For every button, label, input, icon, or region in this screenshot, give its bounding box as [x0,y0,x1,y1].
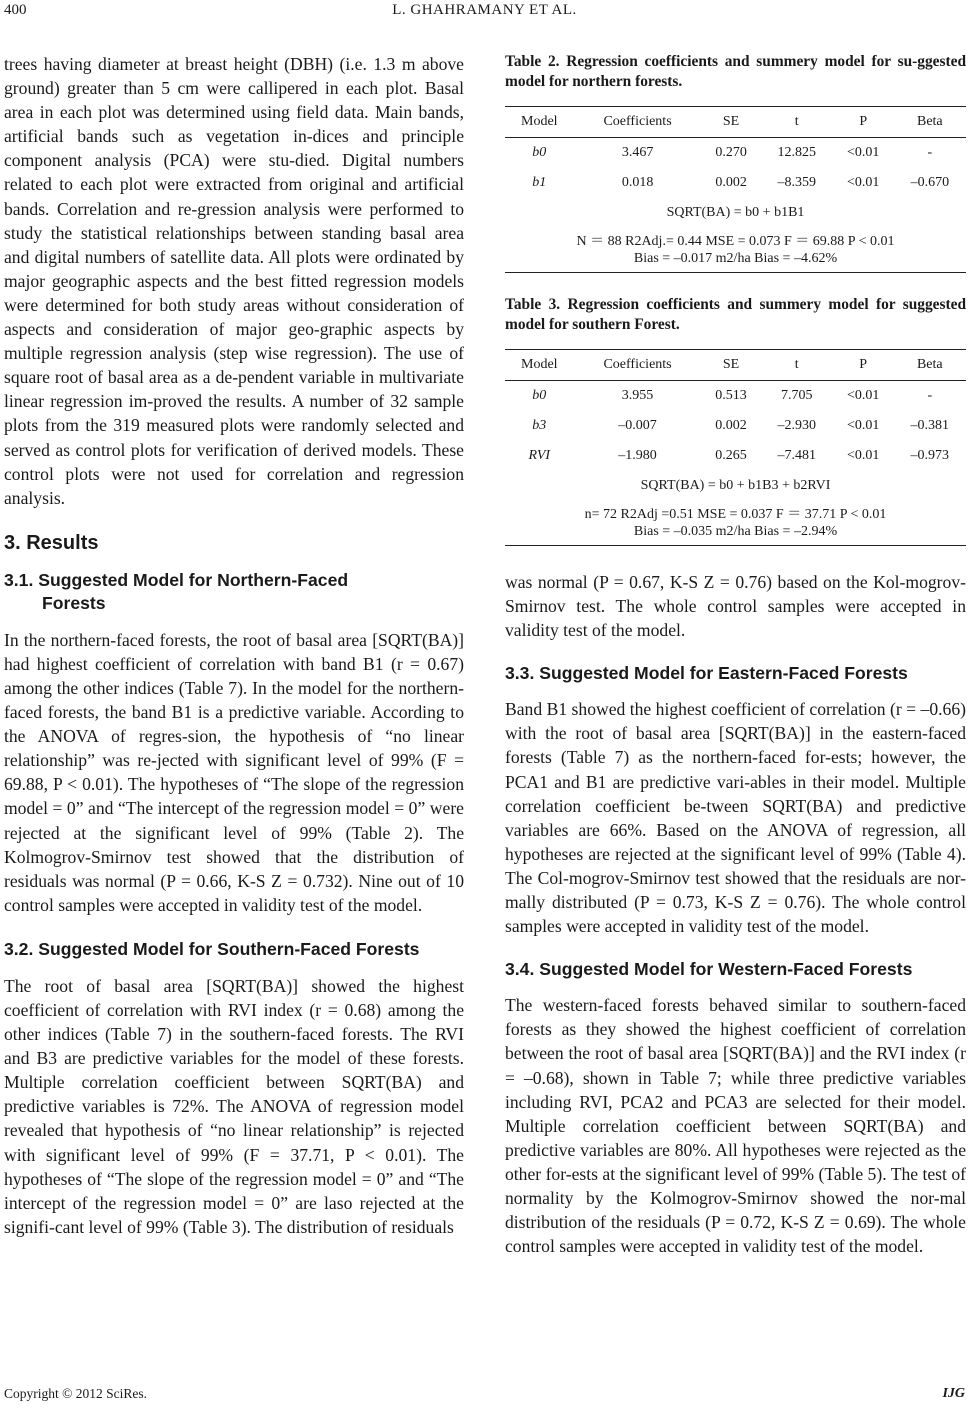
southern-paragraph: The root of basal area [SQRT(BA)] showed the highest coefficient of correlation with RVI index (r = 0.68) among the other indices (Table 7) in the southern-faced forests. The RVI and B3 are predictive variables for the model of these forests. Multiple correlation coefficient between SQRT(BA) and predictive variables is 72%. The ANOVA of regression model revealed that hypothesis of “no linear relationship” is rejected with significant level of 99% (F = 37.71, P < 0.01). The hypotheses of “The slope of the regression model = 0” and “The intercept of the regression model = 0” are laso rejected at the signifi-cant level of 99% (Table 3). The distribution of residuals [4,975,464,1237]
table3-equation: SQRT(BA) = b0 + b1B3 + b2RVI [640,478,831,493]
table2-cell: b1 [532,175,547,190]
table2-equation: SQRT(BA) = b0 + b1B1 [666,205,805,220]
table2-header-cell: Model [505,107,574,138]
table3-cell: <0.01 [847,448,880,463]
table3-row [505,441,966,471]
right-column [505,52,966,1258]
subsection-heading-northern-line2: Forests [42,592,106,613]
subsection-heading-northern-line1: 3.1. Suggested Model for Northern-Faced [4,569,349,590]
table2-header-row [505,107,966,138]
table3-header-cell: SE [702,350,761,381]
footer-journal: IJG [942,1386,965,1401]
table3-cell: RVI [528,448,551,463]
western-paragraph: The western-faced forests behaved similar to southern-faced forests as they showed the highest coefficient of correlation between the root of basal area [SQRT(BA)] and the RVI index (r = –0.68), shown in Table 7; while three predictive variables including RVI, PCA2 and PCA3 are selected for their model. Multiple correlation coefficient between SQRT(BA) and predictive variables are 80%. All hypotheses were rejected as the other for-ests at the significant level of 99% (Table 5). The test of normality by the Kolmogrov-Smirnov showed the nor-mal distribution of the residuals (P = 0.72, K-S Z = 0.69). The whole control samples were accepted in validity test of the model. [505,995,966,1257]
table3-header-cell: t [761,350,833,381]
table2-header-cell: Beta [894,107,966,138]
table2-cell: –8.359 [777,175,816,190]
table2-cell: 12.825 [777,145,816,160]
table2-cell: 3.467 [621,145,654,160]
table3-cell: –2.930 [777,418,816,433]
table2-summary-row [505,228,966,273]
table3-cell: <0.01 [847,388,880,403]
table3-cell: 0.002 [715,418,747,433]
table3-header-cell: Model [505,350,574,381]
intro-paragraph: trees having diameter at breast height (DBH) (i.e. 1.3 m above ground) greater than 5 cm were callipered in each plot. Basal area in each plot was determined using field data. Main bands, artificial bands such as vegetation in-dices and principle component analysis (PCA) were stu-died. Digital numbers related to each plot were extracted from original and artificial bands. Correlation and re-gression analysis were performed to study the statistical relationships between standing basal area and digital numbers of satellite data. All plots were ordinated by major geographic aspects and the best fitted regression models were determined for both study areas without consideration of aspects and consideration of major geo-graphic aspects by multiple regression analysis (step wise regression). The use of square root of basal area as a de-pendent variable in multivariate linear regression im-proved the results. A number of 32 sample plots from the 319 measured plots were randomly selected and served as control plots for verification of derived models. These control plots were not used for correlation and regression analysis. [4,54,464,508]
running-head: L. GHAHRAMANY ET AL. [392,2,577,18]
table3-header-cell: P [833,350,894,381]
table3-caption: Table 3. Regression coefficients and summery model for suggested model for southern Forest. [505,296,966,333]
table2-cell: 0.270 [715,145,747,160]
left-column [4,52,464,1239]
table2-cell: 0.002 [715,175,747,190]
table3-cell: 7.705 [780,388,813,403]
table3-cell: –0.007 [618,418,657,433]
table3-equation-row [505,471,966,501]
table2 [505,106,966,273]
table3-row [505,381,966,412]
subsection-heading-western: 3.4. Suggested Model for Western-Faced Forests [505,959,913,980]
table2-cell: <0.01 [847,145,880,160]
table2-row [505,168,966,198]
table2-summary-line2: Bias = –0.017 m2/ha Bias = –4.62% [633,251,838,266]
footer-copyright: Copyright © 2012 SciRes. [4,1386,148,1401]
table3-cell: –1.980 [618,448,657,463]
table3-summary-line1: n= 72 R2Adj =0.51 MSE = 0.037 F ＝ 37.71 P < 0.01 [584,507,887,522]
table2-caption: Table 2. Regression coefficients and summery model for su-ggested model for northern forests. [505,53,966,90]
table2-header-cell: t [761,107,833,138]
page-number: 400 [4,2,27,18]
table2-cell: - [927,145,933,160]
table3-header-cell: Coefficients [574,350,702,381]
table3-summary [505,501,966,546]
table3-cell: b0 [532,388,547,403]
table3-header-row [505,350,966,381]
table3-cell: - [927,388,933,403]
table2-header-cell: P [833,107,894,138]
northern-paragraph: In the northern-faced forests, the root of basal area [SQRT(BA)] had highest coefficient of correlation with band B1 (r = 0.67) among the other indices (Table 7). In the model for the northern-faced forests, the band B1 is a predictive variable. According to the ANOVA of regres-sion, the hypothesis of “no linear relationship” was re-jected with significant level of 99% (F = 69.88, P < 0.01). The hypotheses of “The slope of the regression model = 0” and “The intercept of the regression model = 0” were rejected at the significant level of 99% (Table 2). The Kolmogrov-Smirnov test showed that the distribution of residuals was normal (P = 0.66, K-S Z = 0.732). Nine out of 10 control samples were accepted in validity test of the model. [4,629,464,915]
table3-header-cell: Beta [894,350,966,381]
subsection-heading-eastern: 3.3. Suggested Model for Eastern-Faced Forests [505,663,908,684]
table3-cell: –0.381 [910,418,950,433]
table3 [505,349,966,546]
subsection-heading-southern: 3.2. Suggested Model for Southern-Faced Forests [4,938,420,959]
table3-cell: b3 [532,418,547,433]
subsection-heading-northern [4,569,464,615]
table2-row [505,138,966,169]
table2-summary [505,228,966,273]
table3-cell: 0.513 [715,388,747,403]
table3-row [505,411,966,441]
table3-cell: –7.481 [777,448,816,463]
eastern-paragraph: Band B1 showed the highest coefficient of correlation (r = –0.66) with the root of basal area [SQRT(BA)] in the eastern-faced forests (Table 7) as the northern-faced for-ests; however, the PCA1 and B1 are predictive vari-ables in their model. Multiple correlation coefficient be-tween SQRT(BA) and predictive variables are 66%. Based on the ANOVA of regression, all hypotheses are rejected at the significant level of 99% (Table 4). The Col-mogrov-Smirnov test showed that the residuals are nor-mally distributed (P = 0.73, K-S Z = 0.76). The whole control samples were accepted in validity test of the model. [505,699,966,937]
table2-summary-line1: N ＝ 88 R2Adj.= 0.44 MSE = 0.073 F ＝ 69.88 P < 0.01 [576,234,895,249]
section-heading-results: 3. Results [4,531,99,554]
table2-equation-row [505,198,966,228]
table3-summary-row [505,501,966,546]
table3-cell: –0.973 [910,448,950,463]
table2-cell: b0 [532,145,547,160]
table2-cell: –0.670 [910,175,950,190]
southern-continued-paragraph: was normal (P = 0.67, K-S Z = 0.76) based on the Kol-mogrov-Smirnov test. The whole control samples were accepted in validity test of the model. [505,572,966,641]
table3-summary-line2: Bias = –0.035 m2/ha Bias = –2.94% [633,524,838,539]
table2-cell: <0.01 [847,175,880,190]
table3-cell: <0.01 [847,418,880,433]
table3-cell: 3.955 [621,388,654,403]
table2-cell: 0.018 [621,175,654,190]
table2-header-cell: SE [702,107,761,138]
table3-cell: 0.265 [715,448,747,463]
table2-header-cell: Coefficients [574,107,702,138]
